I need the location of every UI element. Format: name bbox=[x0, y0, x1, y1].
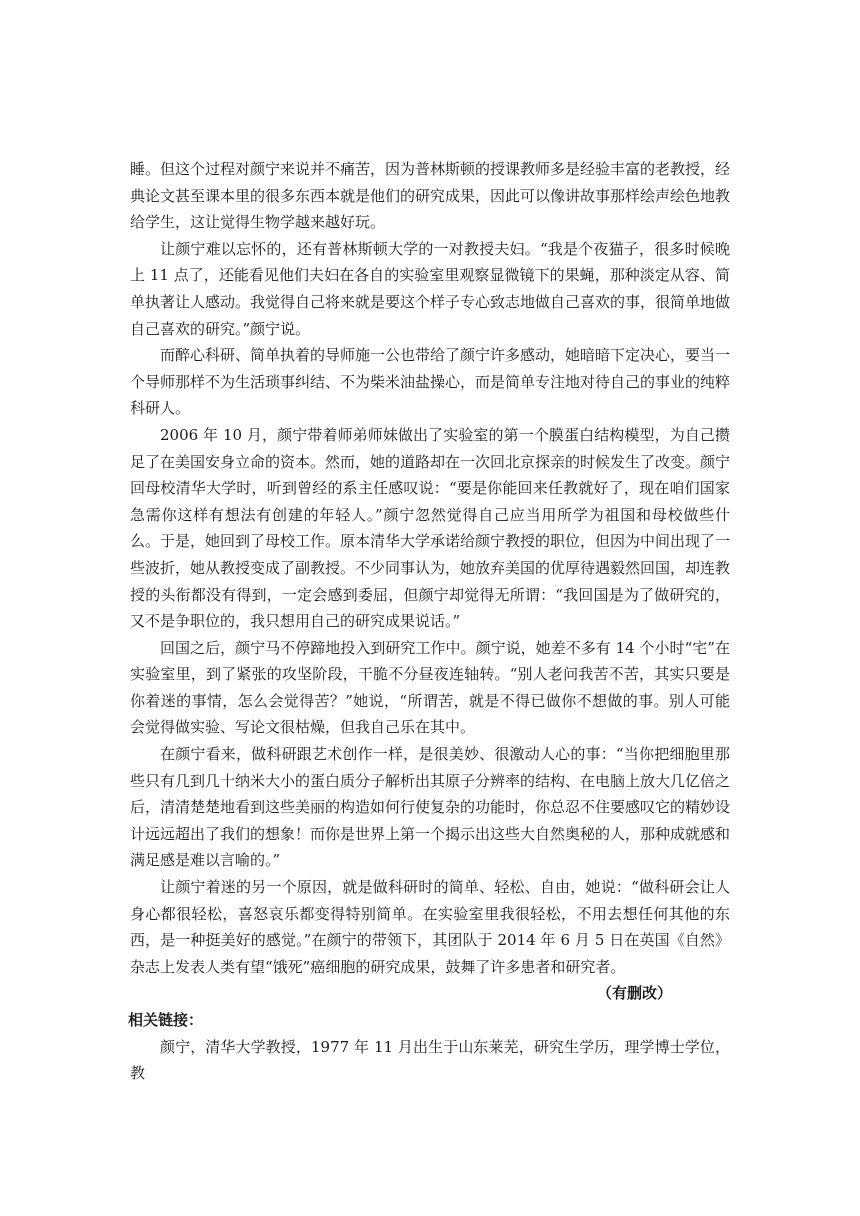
paragraph-mentor: 而醉心科研、简单执着的导师施一公也带给了颜宁许多感动，她暗暗下定决心，要当一个导师那样不为生活琐事纠结、不为柴米油盐操心，而是简单专注地对待自己的事业的纯粹科研人。 bbox=[130, 346, 731, 418]
related-links-text: 颜宁，清华大学教授，1977 年 11 月出生于山东莱芜，研究生学历，理学博士学位，教 bbox=[130, 1037, 730, 1083]
related-links-heading: 相关链接： bbox=[128, 1011, 204, 1029]
edit-note: （有删改） bbox=[596, 984, 672, 1003]
paragraph-simplicity: 让颜宁着迷的另一个原因，就是做科研时的简单、轻松、自由，她说：“做科研会让人身心都很轻松，喜怒哀乐都变得特别简单。在实验室里我很轻松，不用去想任何其他的东西，是一种挺美好的感觉。”在颜宁的带领下，其团队于 2014 年 6 月 5 日在英国《自然》杂志上发表人类有望“饿死”癌细胞的研究成果，鼓舞了许多患者和研究者。 bbox=[130, 878, 730, 976]
paragraph-return-china: 2006 年 10 月，颜宁带着师弟师妹做出了实验室的第一个膜蛋白结构模型，为自己攒足了在美国安身立命的资本。然而，她的道路却在一次回北京探亲的时候发生了改变。颜宁回母校清华大学时，听到曾经的系主任感叹说：“要是你能回来任教就好了，现在咱们国家急需你这样有想法有创建的年轻人。”颜宁忽然觉得自己应当用所学为祖国和母校做些什么。于是，她回到了母校工作。原本清华大学承诺给颜宁教授的职位，但因为中间出现了一些波折，她从教授变成了副教授。不少同事认为，她放弃美国的优厚待遇毅然回国，却连教授的头衔都没有得到，一定会感到委屈，但颜宁却觉得无所谓：“我回国是为了做研究的，又不是争职位的，我只想用自己的研究成果说话。” bbox=[130, 425, 731, 631]
article-body bbox=[130, 156, 730, 1087]
paragraph-professor-couple: 让颜宁难以忘怀的，还有普林斯顿大学的一对教授夫妇。“我是个夜猫子，很多时候晚上 11 点了，还能看见他们夫妇在各自的实验室里观察显微镜下的果蝇，那种淡定从容、简单执著让人感动。我觉得自己将来就是要这个样子专心致志地做自己喜欢的事，很简单地做自己喜欢的研究。”颜宁说。 bbox=[130, 239, 731, 338]
paragraph-research-work: 回国之后，颜宁马不停蹄地投入到研究工作中。颜宁说，她差不多有 14 个小时“宅”在实验室里，到了紧张的攻坚阶段，干脆不分昼夜连轴转。“别人老问我苦不苦，其实只要是你着迷的事情，怎么会觉得苦？”她说，“所谓苦，就是不得已做你不想做的事。别人可能会觉得做实验、写论文很枯燥，但我自己乐在其中。 bbox=[130, 638, 730, 737]
paragraph-art-of-science: 在颜宁看来，做科研跟艺术创作一样，是很美妙、很激动人心的事：“当你把细胞里那些只有几到几十纳米大小的蛋白质分子解析出其原子分辨率的结构、在电脑上放大几亿倍之后，清清楚楚地看到这些美丽的构造如何行使复杂的功能时，你总忍不住要感叹它的精妙设计远远超出了我们的想象！而你是世界上第一个揭示出这些大自然奥秘的人，那种成就感和满足感是难以言喻的。” bbox=[130, 745, 731, 870]
paragraph-continued: 睡。但这个过程对颜宁来说并不痛苦，因为普林斯顿的授课教师多是经验丰富的老教授，经典论文甚至课本里的很多东西本就是他们的研究成果，因此可以像讲故事那样绘声绘色地教给学生，这让觉得生物学越来越好玩。 bbox=[130, 160, 731, 232]
